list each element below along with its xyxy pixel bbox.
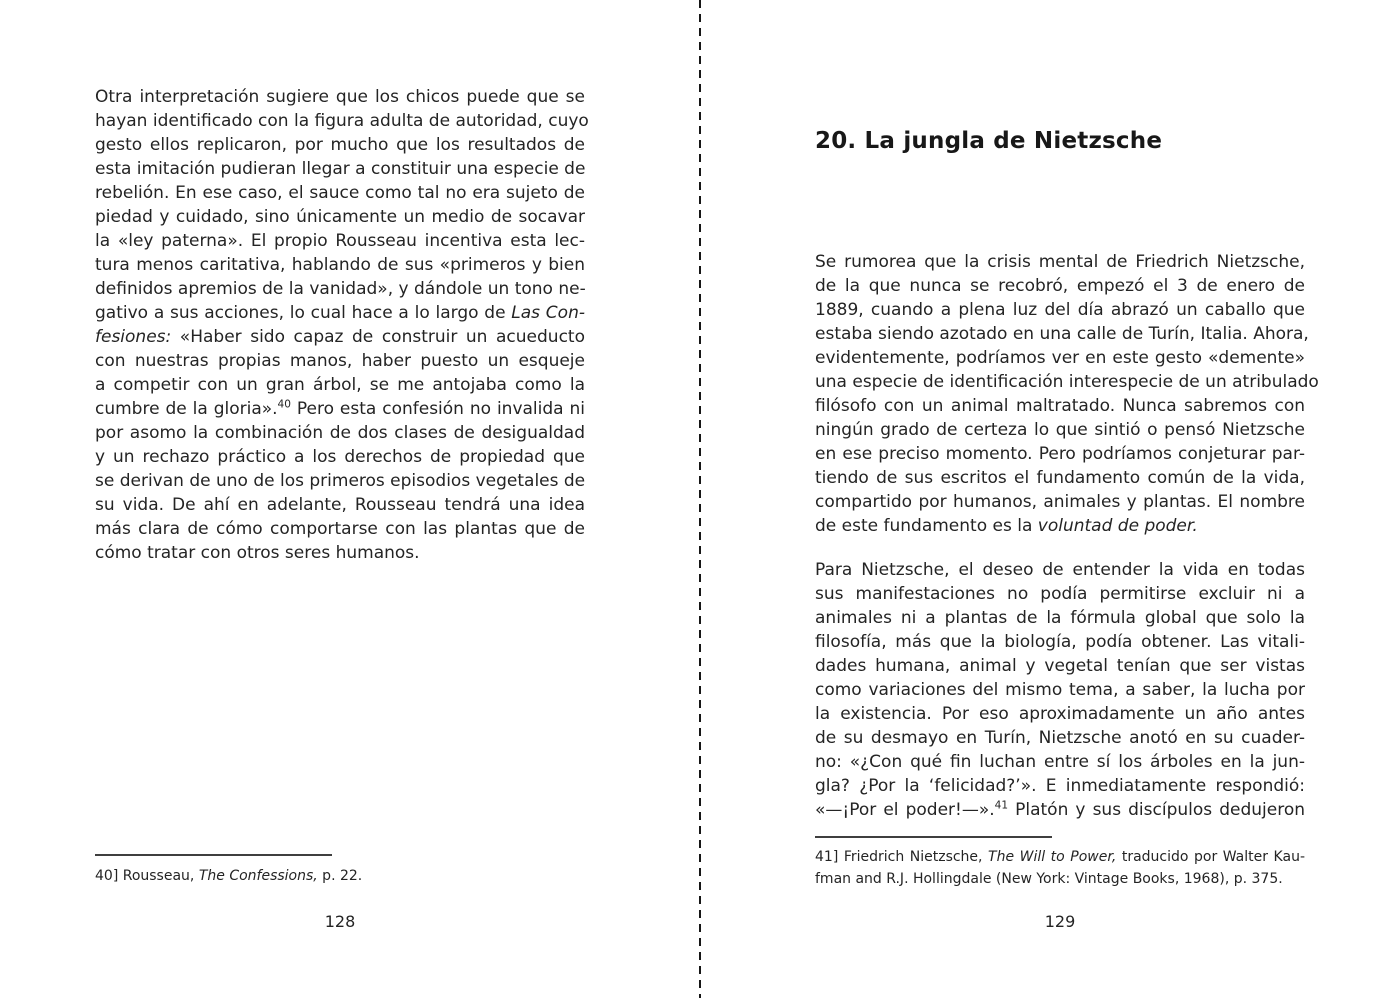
page-left-body-paragraph	[95, 85, 589, 565]
text-line: Para Nietzsche, el deseo de entender la vida en todas	[815, 560, 1305, 580]
italic-text: fesiones:	[95, 327, 172, 347]
text-line: gla? ¿Por la ‘felicidad?’». E inmediatamente respondió:	[815, 776, 1305, 796]
text-line: de su desmayo en Turín, Nietzsche anotó en su cuader-	[815, 728, 1305, 748]
footnote-40	[95, 866, 585, 888]
page-left	[95, 0, 589, 998]
page-number-left: 128	[324, 912, 356, 931]
italic-text: The Confessions,	[198, 868, 318, 884]
text-line: Otra interpretación sugiere que los chicos puede que se	[95, 87, 585, 107]
footnote-marker: 41	[994, 799, 1009, 812]
text-line: rebelión. En ese caso, el sauce como tal no era sujeto de	[95, 183, 585, 203]
page-right-paragraph-1	[815, 250, 1319, 538]
text-line: filósofo con un animal maltratado. Nunca sabremos con	[815, 396, 1305, 416]
text-line: a competir con un gran árbol, se me antojaba como la	[95, 375, 585, 395]
text-line: tiendo de sus escritos el fundamento común de la vida,	[815, 468, 1305, 488]
text-line: definidos apremios de la vanidad», y dándole un tono ne-	[95, 279, 586, 299]
text-line: gativo a sus acciones, lo cual hace a lo largo de Las Con-	[95, 303, 585, 323]
text-line: filosofía, más que la biología, podía obtener. Las vitali-	[815, 632, 1305, 652]
text-line: por asomo la combinación de dos clases de desigualdad	[95, 423, 585, 443]
text-line: como variaciones del mismo tema, a saber, la lucha por	[815, 680, 1305, 700]
text-line: su vida. De ahí en adelante, Rousseau tendrá una idea	[95, 495, 585, 515]
text-line: de este fundamento es la voluntad de poder.	[815, 516, 1198, 536]
text-line: ningún grado de certeza lo que sintió o pensó Nietzsche	[815, 420, 1305, 440]
text-line: se derivan de uno de los primeros episodios vegetales de	[95, 471, 586, 491]
text-line: 1889, cuando a plena luz del día abrazó un caballo que	[815, 300, 1305, 320]
page-number-right: 129	[1044, 912, 1076, 931]
text-line: estaba siendo azotado en una calle de Turín, Italia. Ahora,	[815, 324, 1309, 344]
text-line: en ese preciso momento. Pero podríamos conjeturar par-	[815, 444, 1305, 464]
text-line: esta imitación pudieran llegar a constituir una especie de	[95, 159, 586, 179]
text-line: Se rumorea que la crisis mental de Friedrich Nietzsche,	[815, 252, 1305, 272]
footnote-41	[815, 847, 1305, 890]
text-line: hayan identificado con la figura adulta de autoridad, cuyo	[95, 111, 589, 131]
text-line: más clara de cómo comportarse con las plantas que de	[95, 519, 585, 539]
footnote-marker: 40	[277, 398, 291, 411]
page-right-paragraph-2	[815, 558, 1305, 822]
text-line: compartido por humanos, animales y plantas. El nombre	[815, 492, 1305, 512]
text-line: evidentemente, podríamos ver en este gesto «demente»	[815, 348, 1305, 368]
text-line: fesiones: «Haber sido capaz de construir un acueducto	[95, 327, 585, 347]
italic-text: The Will to Power,	[988, 849, 1117, 865]
text-line: no: «¿Con qué fin luchan entre sí los árboles en la jun-	[815, 752, 1305, 772]
text-line: sus manifestaciones no podía permitirse excluir ni a	[815, 584, 1305, 604]
text-line: una especie de identificación interespecie de un atribulado	[815, 372, 1319, 392]
chapter-heading: 20. La jungla de Nietzsche	[815, 128, 1163, 154]
text-line: «—¡Por el poder!—».$^{41}$ Platón y sus discípulos dedujeron	[815, 799, 1305, 820]
text-line: 40] Rousseau, The Confessions, p. 22.	[95, 868, 363, 884]
text-line: dades humana, animal y vegetal tenían que ser vistas	[815, 656, 1305, 676]
text-line: gesto ellos replicaron, por mucho que los resultados de	[95, 135, 585, 155]
italic-text: Las Con-	[511, 303, 585, 323]
text-line: 41] Friedrich Nietzsche, The Will to Power, traducido por Walter Kau-	[815, 849, 1305, 865]
footnote-rule-left	[95, 854, 332, 856]
text-line: tura menos caritativa, hablando de sus «primeros y bien	[95, 255, 585, 275]
text-line: de la que nunca se recobró, empezó el 3 de enero de	[815, 276, 1305, 296]
text-line: cómo tratar con otros seres humanos.	[95, 543, 420, 563]
page-divider-dashed-line	[699, 0, 701, 998]
text-line: cumbre de la gloria».$^{40}$ Pero esta confesión no invalida ni	[95, 398, 586, 419]
text-line: fman and R.J. Hollingdale (New York: Vintage Books, 1968), p. 375.	[815, 870, 1283, 887]
footnote-rule-right	[815, 836, 1052, 838]
text-line: piedad y cuidado, sino únicamente un medio de socavar	[95, 207, 585, 227]
page-right	[815, 0, 1319, 998]
text-line: con nuestras propias manos, haber puesto un esqueje	[95, 351, 585, 371]
text-line: la existencia. Por eso aproximadamente un año antes	[815, 704, 1305, 724]
text-line: animales ni a plantas de la fórmula global que solo la	[815, 608, 1305, 628]
italic-text: voluntad de poder.	[1037, 516, 1198, 536]
text-line: y un rechazo práctico a los derechos de propiedad que	[95, 447, 585, 467]
text-line: la «ley paterna». El propio Rousseau incentiva esta lec-	[95, 231, 585, 251]
